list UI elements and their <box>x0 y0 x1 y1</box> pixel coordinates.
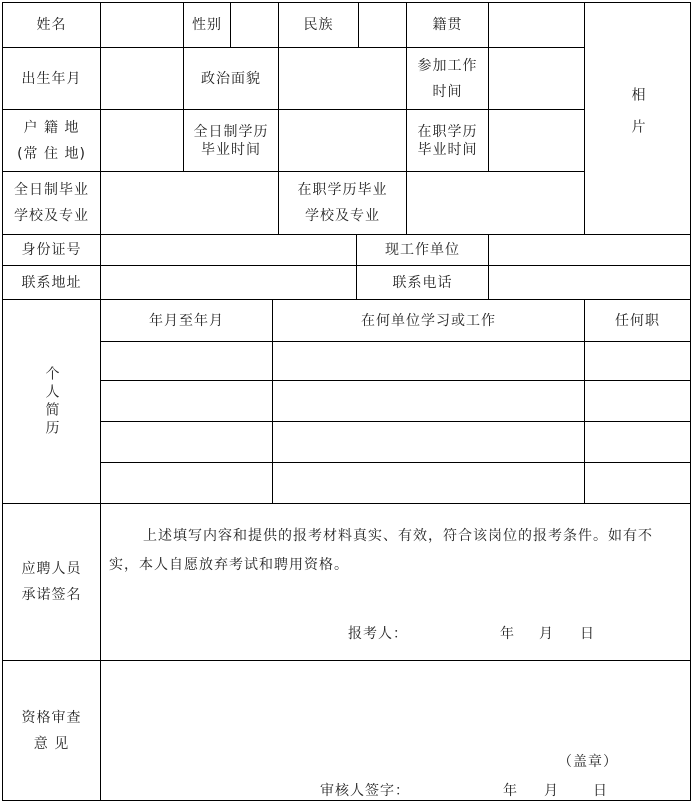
resume-row-3-unit[interactable] <box>272 421 585 463</box>
id-number-field[interactable] <box>100 234 357 266</box>
photo-label: 相片 <box>629 86 646 151</box>
label-phone: 联系电话 <box>356 265 489 300</box>
label-gender: 性别 <box>183 2 231 48</box>
label-resume: 个人简历 <box>2 299 101 504</box>
gender-field[interactable] <box>230 2 279 48</box>
label-name: 姓名 <box>2 2 101 48</box>
review-date-year: 年 <box>503 783 518 799</box>
pledge-date-year: 年 <box>500 626 515 642</box>
photo-box[interactable] <box>584 2 691 235</box>
label-review: 资格审查 意 见 <box>2 660 101 801</box>
resume-row-4-position[interactable] <box>584 462 691 504</box>
pledge-date-day: 日 <box>580 626 595 642</box>
label-pledge: 应聘人员 承诺签名 <box>2 503 101 661</box>
label-household: 户 籍 地 (常 住 地) <box>2 109 101 172</box>
label-ethnicity: 民族 <box>278 2 359 48</box>
review-date-month: 月 <box>544 783 559 799</box>
label-inservice-grad-time: 在职学历 毕业时间 <box>406 109 489 172</box>
resume-row-1-unit[interactable] <box>272 341 585 381</box>
resume-row-2-position[interactable] <box>584 380 691 422</box>
pledge-box[interactable] <box>100 503 691 661</box>
resume-header-position: 任何职 <box>584 299 691 342</box>
review-date-day: 日 <box>593 783 608 799</box>
resume-header-unit: 在何单位学习或工作 <box>272 299 585 342</box>
household-field[interactable] <box>100 109 184 172</box>
resume-row-1-position[interactable] <box>584 341 691 381</box>
name-field[interactable] <box>100 2 184 48</box>
label-work-start: 参加工作 时间 <box>406 47 489 110</box>
native-place-field[interactable] <box>488 2 585 48</box>
label-native-place: 籍贯 <box>406 2 489 48</box>
label-fulltime-school: 全日制毕业 学校及专业 <box>2 171 101 235</box>
label-inservice-school: 在职学历毕业 学校及专业 <box>278 171 407 235</box>
inservice-grad-time-field[interactable] <box>488 109 585 172</box>
seal-label: （盖章） <box>558 754 618 770</box>
phone-field[interactable] <box>488 265 691 300</box>
label-political-status: 政治面貌 <box>183 47 279 110</box>
resume-row-2-unit[interactable] <box>272 380 585 422</box>
pledge-text: 上述填写内容和提供的报考材料真实、有效，符合该岗位的报考条件。如有不实，本人自愿放弃考试和聘用资格。 <box>109 528 653 573</box>
resume-row-2-period[interactable] <box>100 380 273 422</box>
label-birth-date: 出生年月 <box>2 47 101 110</box>
label-id-number: 身份证号 <box>2 234 101 266</box>
inservice-school-field[interactable] <box>406 171 585 235</box>
fulltime-school-field[interactable] <box>100 171 279 235</box>
label-address: 联系地址 <box>2 265 101 300</box>
applicant-sign-label: 报考人： <box>348 626 408 642</box>
label-current-employer: 现工作单位 <box>356 234 489 266</box>
pledge-date-month: 月 <box>539 626 554 642</box>
resume-row-3-period[interactable] <box>100 421 273 463</box>
resume-row-1-period[interactable] <box>100 341 273 381</box>
current-employer-field[interactable] <box>488 234 691 266</box>
reviewer-sign-label: 审核人签字： <box>320 783 410 799</box>
resume-row-4-period[interactable] <box>100 462 273 504</box>
resume-row-4-unit[interactable] <box>272 462 585 504</box>
review-box[interactable] <box>100 660 691 801</box>
political-status-field[interactable] <box>278 47 407 110</box>
birth-date-field[interactable] <box>100 47 184 110</box>
label-fulltime-grad-time: 全日制学历 毕业时间 <box>183 109 279 172</box>
fulltime-grad-time-field[interactable] <box>278 109 407 172</box>
address-field[interactable] <box>100 265 357 300</box>
ethnicity-field[interactable] <box>358 2 407 48</box>
resume-header-period: 年月至年月 <box>100 299 273 342</box>
work-start-field[interactable] <box>488 47 585 110</box>
resume-row-3-position[interactable] <box>584 421 691 463</box>
